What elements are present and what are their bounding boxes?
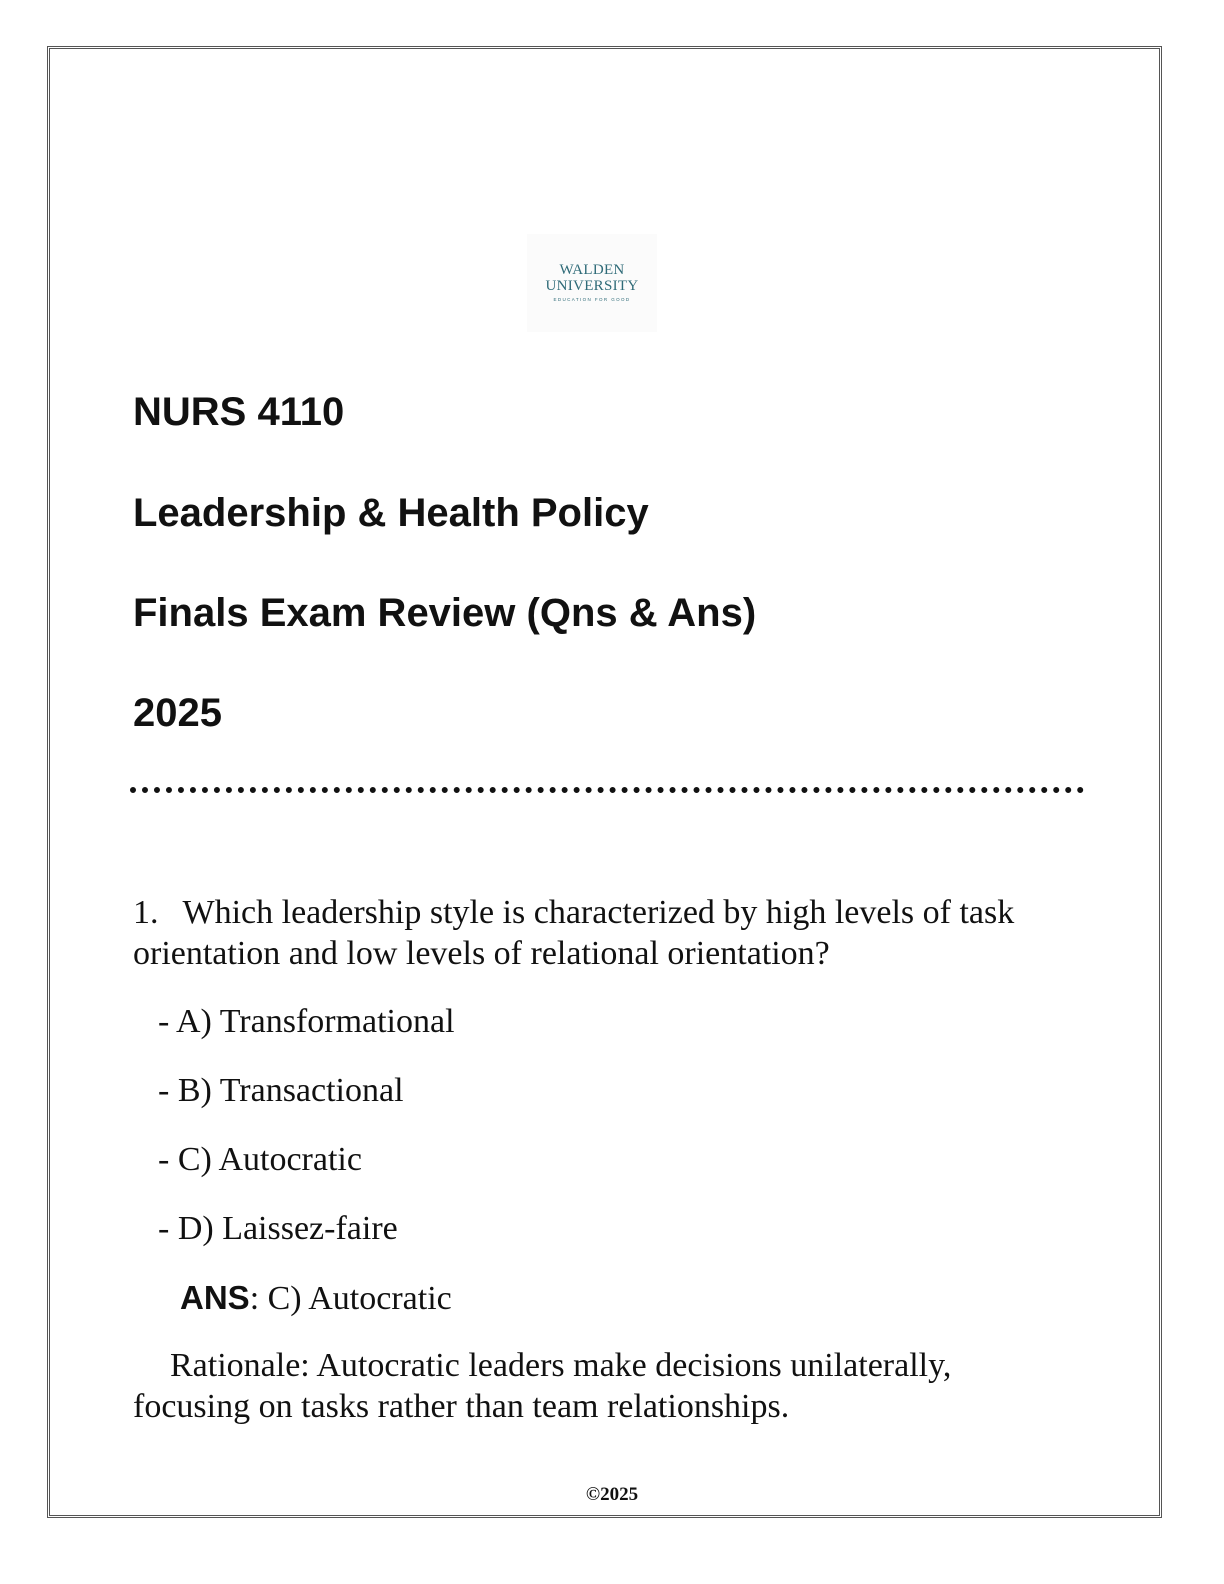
- copyright-footer: ©2025: [585, 1484, 639, 1505]
- answer-text: : C) Autocratic: [249, 1280, 452, 1317]
- university-logo: [527, 234, 657, 332]
- course-title: Leadership & Health Policy: [133, 491, 649, 535]
- option-b: - B) Transactional: [158, 1072, 404, 1109]
- question-line-2: orientation and low levels of relational orientation?: [133, 935, 830, 972]
- course-code: NURS 4110: [133, 390, 345, 434]
- logo-tagline: EDUCATION FOR GOOD: [553, 297, 631, 302]
- document-year: 2025: [133, 691, 222, 735]
- document-subtitle: Finals Exam Review (Qns & Ans): [133, 591, 757, 635]
- dotted-divider: [130, 787, 1084, 793]
- option-d: - D) Laissez-faire: [158, 1210, 398, 1247]
- question-line-1: [133, 892, 1014, 933]
- question-number: 1.: [133, 894, 159, 931]
- answer-line: [180, 1277, 452, 1319]
- question-text-1: Which leadership style is characterized by high levels of task: [182, 894, 1015, 931]
- option-a: - A) Transformational: [158, 1003, 455, 1040]
- rationale-line-1: Rationale: Autocratic leaders make decisions unilaterally,: [170, 1347, 952, 1384]
- rationale-line-2: focusing on tasks rather than team relationships.: [133, 1388, 790, 1425]
- option-c: - C) Autocratic: [158, 1141, 362, 1178]
- logo-line2: UNIVERSITY: [545, 278, 639, 294]
- answer-label: ANS: [180, 1279, 250, 1316]
- logo-line1: WALDEN: [559, 262, 625, 278]
